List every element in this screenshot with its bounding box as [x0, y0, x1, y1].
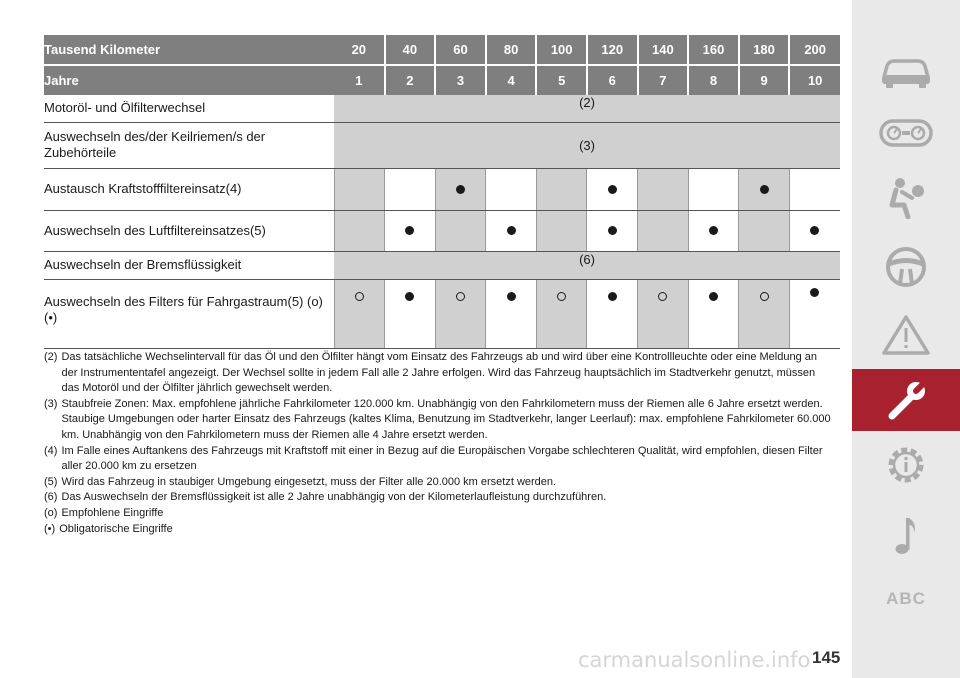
header-km-cell: 40 [385, 35, 436, 65]
table-row [44, 251, 840, 279]
footnote [44, 506, 834, 522]
footnote-text: Obligatorische Eingriffe [59, 522, 173, 535]
table-row [44, 122, 840, 168]
header-row-kilometers [44, 35, 840, 65]
footnote-text: Das tatsächliche Wechselintervall für das Öl und den Ölfilter hängt vom Einsatz des Fahrzeugs ab und wird über eine Kontrollleuchte oder eine Meldung an der Instrumententafel angezeigt. Der Wechsel sollte in jedem Fall alle 2 Jahre erfolgen. Wird das Fahrzeug hauptsächlich im Stadtverkehr genutzt, müssen das Motoröl und der Ölfilter jährlich gewechselt werden. [61, 351, 818, 395]
row-label: Auswechseln des Luftfiltereinsatzes(5) [44, 210, 334, 251]
sidebar-item-warnings[interactable] [852, 304, 960, 366]
wrench-icon [878, 378, 934, 422]
schedule-cell [688, 210, 739, 251]
header-km-cell: 140 [638, 35, 689, 65]
footnote-text: Das Auswechseln der Bremsflüssigkeit ist alle 2 Jahre unabhängig von der Kilometerlaufleistung durchzuführen. [61, 491, 607, 504]
row-label: Motoröl- und Ölfilterwechsel [44, 95, 334, 122]
mandatory-dot-icon [608, 292, 617, 301]
header-year-cell: 1 [334, 65, 385, 95]
footnote-code: (5) [44, 475, 58, 488]
header-km-cell: 120 [587, 35, 638, 65]
schedule-cell [789, 210, 840, 251]
row-label: Auswechseln der Bremsflüssigkeit [44, 251, 334, 279]
footnote-text: Im Falle eines Auftankens des Fahrzeugs mit Kraftstoff mit einer in Bezug auf die Europäischen Vorgabe schlechteren Qualität, wird empfohlen, diesen Filter aller 20.000 km zu ersetzen [61, 444, 823, 473]
footnote-code: (2) [44, 351, 58, 363]
table-row [44, 168, 840, 210]
schedule-cell [536, 210, 587, 251]
header-year-cell: 7 [638, 65, 689, 95]
schedule-cell [435, 168, 486, 210]
header-year-cell: 9 [739, 65, 790, 95]
schedule-cell [688, 168, 739, 210]
schedule-cell [486, 168, 537, 210]
footnote [44, 397, 834, 444]
header-km-cell: 160 [688, 35, 739, 65]
schedule-cell [435, 279, 486, 348]
sidebar-item-technical-data[interactable] [852, 434, 960, 496]
mandatory-dot-icon [405, 292, 414, 301]
gear-info-icon [878, 443, 934, 487]
steering-wheel-icon [878, 245, 934, 289]
schedule-cell [385, 210, 436, 251]
footnote-text: Staubfreie Zonen: Max. empfohlene jährliche Fahrkilometer 120.000 km. Unabhängig von den Fahrkilometern muss der Riemen alle 6 Jahre ersetzt werden. Staubige Umgebungen oder harter Einsatz des Fahrzeugs (kaltes Klima, Benutzung im Stadtverkehr, langer Leerlauf): max. empfohlene Fahrkilometer 60.000 km. Unabhängig von den Fahrkilometern muss der Riemen alle 4 Jahre ersetzt werden. [61, 397, 831, 441]
schedule-cell [739, 279, 790, 348]
footnote [44, 475, 834, 491]
seat-airbag-icon [878, 175, 934, 219]
header-year-cell: 6 [587, 65, 638, 95]
footnote-text: Wird das Fahrzeug in staubiger Umgebung eingesetzt, muss der Filter alle 20.000 km ersetzt werden. [61, 475, 557, 488]
recommended-circle-icon [658, 292, 667, 301]
row-label: Auswechseln des Filters für Fahrgastraum(5) (o) (•) [44, 279, 334, 348]
row-span-note: (3) [334, 122, 840, 168]
header-row-years [44, 65, 840, 95]
mandatory-dot-icon [760, 185, 769, 194]
sidebar-item-multimedia[interactable] [852, 504, 960, 566]
schedule-cell [435, 210, 486, 251]
recommended-circle-icon [355, 292, 364, 301]
schedule-cell [486, 279, 537, 348]
abc-index-label: ABC [886, 589, 926, 608]
row-label: Austausch Kraftstofffiltereinsatz(4) [44, 168, 334, 210]
mandatory-dot-icon [810, 226, 819, 235]
recommended-circle-icon [760, 292, 769, 301]
schedule-cell [334, 279, 385, 348]
table-row [44, 210, 840, 251]
sidebar-item-index[interactable] [852, 568, 960, 630]
mandatory-dot-icon [405, 226, 414, 235]
row-span-note: (6) [334, 251, 840, 279]
mandatory-dot-icon [456, 185, 465, 194]
mandatory-dot-icon [810, 288, 819, 297]
schedule-cell [688, 279, 739, 348]
schedule-cell [789, 168, 840, 210]
footnote-code: (6) [44, 491, 58, 504]
schedule-cell [739, 168, 790, 210]
schedule-cell [638, 210, 689, 251]
schedule-cell [334, 210, 385, 251]
header-km-cell: 200 [789, 35, 840, 65]
schedule-cell [587, 279, 638, 348]
schedule-cell [334, 168, 385, 210]
sidebar-item-car[interactable] [852, 38, 960, 100]
schedule-cell [638, 279, 689, 348]
mandatory-dot-icon [608, 226, 617, 235]
row-label: Auswechseln des/der Keilriemen/s der Zubehörteile [44, 122, 334, 168]
table-row [44, 95, 840, 122]
sidebar-item-dashboard[interactable] [852, 102, 960, 164]
page-number: 145 [812, 648, 841, 667]
row-span-note: (2) [334, 95, 840, 122]
sidebar-item-driving[interactable] [852, 236, 960, 298]
sidebar-item-maintenance[interactable] [852, 369, 960, 431]
footnote [44, 444, 834, 475]
recommended-circle-icon [456, 292, 465, 301]
schedule-cell [536, 279, 587, 348]
schedule-cell [486, 210, 537, 251]
footnote-code: (4) [44, 444, 58, 457]
schedule-cell [638, 168, 689, 210]
header-km-cell: 20 [334, 35, 385, 65]
dashboard-gauges-icon [878, 111, 934, 155]
recommended-circle-icon [557, 292, 566, 301]
header-km-label: Tausend Kilometer [44, 35, 334, 65]
header-year-cell: 2 [385, 65, 436, 95]
footnote [44, 522, 834, 538]
header-km-cell: 180 [739, 35, 790, 65]
music-note-icon [878, 513, 934, 557]
schedule-cell [385, 168, 436, 210]
sidebar-item-safety[interactable] [852, 166, 960, 228]
table-row [44, 279, 840, 348]
maintenance-schedule-table [44, 35, 840, 349]
mandatory-dot-icon [608, 185, 617, 194]
footnotes [44, 350, 834, 537]
warning-triangle-icon [878, 313, 934, 357]
schedule-cell [587, 168, 638, 210]
mandatory-dot-icon [709, 292, 718, 301]
mandatory-dot-icon [507, 292, 516, 301]
schedule-cell [739, 210, 790, 251]
schedule-cell [587, 210, 638, 251]
footnote-code: (3) [44, 397, 58, 410]
schedule-cell [789, 279, 840, 348]
footnote [44, 490, 834, 506]
footnote-text: Empfohlene Eingriffe [61, 506, 164, 519]
footnote-code: (•) [44, 522, 56, 535]
header-km-cell: 80 [486, 35, 537, 65]
schedule-cell [536, 168, 587, 210]
header-year-cell: 8 [688, 65, 739, 95]
footnote-code: (o) [44, 506, 58, 519]
header-year-cell: 10 [789, 65, 840, 95]
header-year-cell: 4 [486, 65, 537, 95]
footnote [44, 350, 834, 397]
header-km-cell: 60 [435, 35, 486, 65]
header-year-cell: 5 [536, 65, 587, 95]
schedule-cell [385, 279, 436, 348]
watermark: carmanualsonline.info [578, 648, 811, 672]
header-km-cell: 100 [536, 35, 587, 65]
car-icon [878, 47, 934, 91]
mandatory-dot-icon [507, 226, 516, 235]
header-years-label: Jahre [44, 65, 334, 95]
mandatory-dot-icon [709, 226, 718, 235]
chapter-sidebar [852, 0, 960, 678]
header-year-cell: 3 [435, 65, 486, 95]
